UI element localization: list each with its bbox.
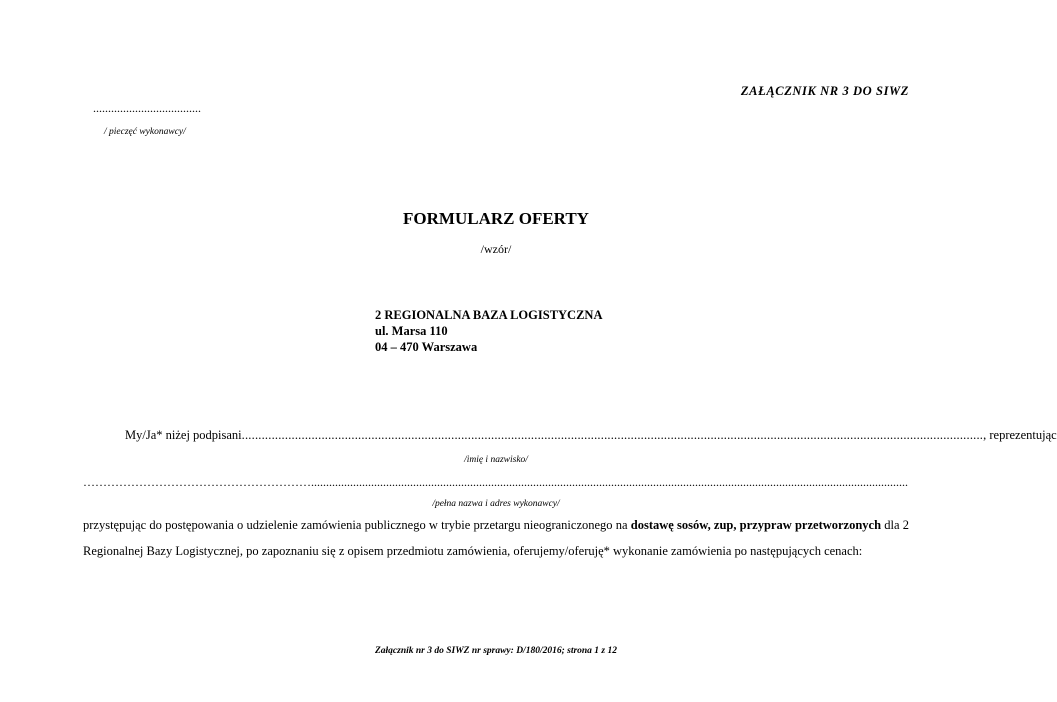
signatory-tail-text: , reprezentując <box>983 428 1057 442</box>
recipient-address <box>375 307 602 355</box>
order-subject: dostawę sosów, zup, przypraw przetworzonych <box>630 518 882 532</box>
body-text-after: dla 2 Regionalnej Bazy Logistycznej, po zapoznaniu się z opisem przedmiotu zamówienia, oferujemy/oferuję* wykonanie zamówienia po następujących cenach: <box>83 518 909 558</box>
page-footer: Załącznik nr 3 do SIWZ nr sprawy: D/180/2016; strona 1 z 12 <box>374 646 618 656</box>
offer-body-paragraph <box>83 512 909 564</box>
recipient-street: ul. Marsa 110 <box>375 324 448 338</box>
recipient-city: 04 – 470 Warszawa <box>375 340 478 354</box>
attachment-title: ZAŁĄCZNIK NR 3 DO SIWZ <box>740 84 909 98</box>
name-field-label: /imię i nazwisko/ <box>464 455 528 465</box>
form-title: FORMULARZ OFERTY <box>403 209 589 228</box>
stamp-placeholder-dots: .................................... <box>93 101 201 115</box>
signatory-lead-text: My/Ja* niżej podpisani <box>125 428 242 442</box>
contractor-field[interactable]: …………………………………………………....................................................................................................................................................................................................... <box>83 475 908 489</box>
form-subtitle: /wzór/ <box>480 242 512 256</box>
contractor-field-label: /pełna nazwa i adres wykonawcy/ <box>432 499 560 509</box>
body-text-before: przystępując do postępowania o udzielenie zamówienia publicznego w trybie przetargu nieograniczonego na <box>83 518 631 532</box>
signatory-line <box>125 428 1057 443</box>
stamp-label: / pieczęć wykonawcy/ <box>104 127 186 137</box>
signatory-name-field[interactable]: ............................................................................................................................................................................................................................... <box>241 428 984 442</box>
recipient-name: 2 REGIONALNA BAZA LOGISTYCZNA <box>375 308 603 322</box>
